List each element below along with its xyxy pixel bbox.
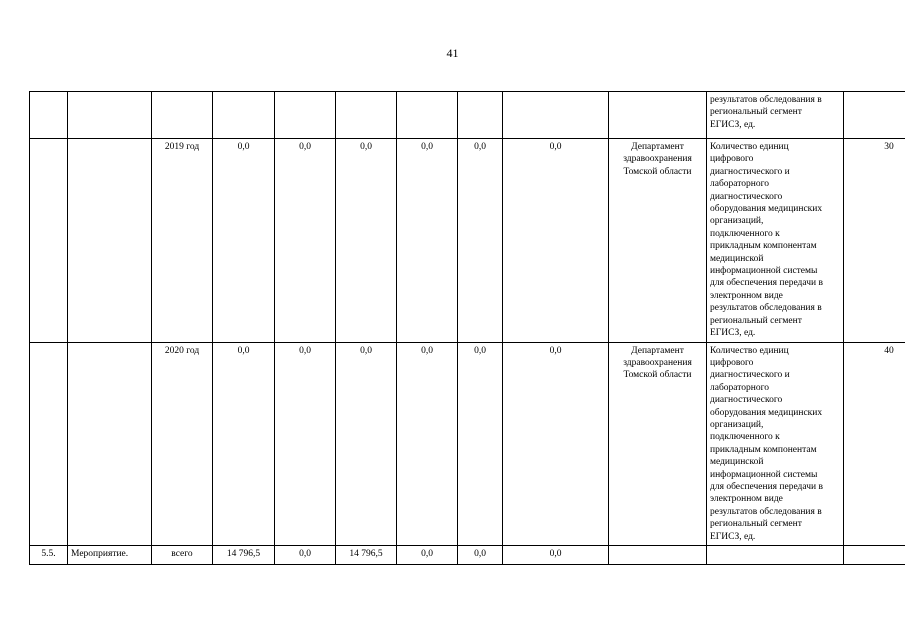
value-cell: 0,0 xyxy=(503,546,609,565)
row-number-cell xyxy=(30,342,68,546)
value-cell: 0,0 xyxy=(275,546,336,565)
row-number-cell: 5.5. xyxy=(30,546,68,565)
measure-name-cell xyxy=(68,342,152,546)
period-cell: 2020 год xyxy=(152,342,213,546)
value-cell xyxy=(503,92,609,139)
period-cell xyxy=(152,92,213,139)
value-cell: 0,0 xyxy=(458,342,503,546)
table-row xyxy=(30,342,905,546)
value-cell: 0,0 xyxy=(213,139,275,343)
target-value-cell xyxy=(844,92,905,139)
measure-name-cell xyxy=(68,139,152,343)
value-cell: 0,0 xyxy=(458,139,503,343)
value-cell: 0,0 xyxy=(503,342,609,546)
period-cell: всего xyxy=(152,546,213,565)
value-cell: 0,0 xyxy=(213,342,275,546)
value-cell xyxy=(458,92,503,139)
table-row xyxy=(30,139,905,343)
measure-name-cell xyxy=(68,92,152,139)
page-number: 41 xyxy=(446,46,459,60)
measures-table xyxy=(29,91,905,565)
value-cell: 0,0 xyxy=(397,139,458,343)
executor-cell xyxy=(609,546,707,565)
row-number-cell xyxy=(30,139,68,343)
value-cell: 0,0 xyxy=(275,342,336,546)
value-cell: 0,0 xyxy=(397,546,458,565)
value-cell: 0,0 xyxy=(275,139,336,343)
indicator-cell xyxy=(707,546,844,565)
period-cell: 2019 год xyxy=(152,139,213,343)
value-cell: 0,0 xyxy=(397,342,458,546)
executor-cell xyxy=(609,92,707,139)
measure-name-cell: Мероприятие. xyxy=(68,546,152,565)
value-cell: 0,0 xyxy=(336,139,397,343)
target-value-cell: 30 xyxy=(844,139,905,343)
executor-cell: Департамент здравоохранения Томской области xyxy=(609,139,707,343)
table-row xyxy=(30,92,905,139)
value-cell xyxy=(275,92,336,139)
executor-cell: Департамент здравоохранения Томской области xyxy=(609,342,707,546)
value-cell: 0,0 xyxy=(503,139,609,343)
target-value-cell xyxy=(844,546,905,565)
indicator-cell: Количество единиц цифрового диагностического и лабораторного диагностического оборудования медицинских организаций, подключенного к прикладным компонентам медицинской информационной системы для обеспечения передачи в электронном виде результатов обследования в региональный сегмент ЕГИСЗ, ед. xyxy=(707,139,844,343)
value-cell: 0,0 xyxy=(458,546,503,565)
indicator-cell: Количество единиц цифрового диагностического и лабораторного диагностического оборудования медицинских организаций, подключенного к прикладным компонентам медицинской информационной системы для обеспечения передачи в электронном виде результатов обследования в региональный сегмент ЕГИСЗ, ед. xyxy=(707,342,844,546)
value-cell xyxy=(336,92,397,139)
table-row xyxy=(30,546,905,565)
value-cell: 14 796,5 xyxy=(336,546,397,565)
value-cell: 0,0 xyxy=(336,342,397,546)
row-number-cell xyxy=(30,92,68,139)
indicator-cell: результатов обследования в региональный сегмент ЕГИСЗ, ед. xyxy=(707,92,844,139)
target-value-cell: 40 xyxy=(844,342,905,546)
value-cell: 14 796,5 xyxy=(213,546,275,565)
value-cell xyxy=(213,92,275,139)
value-cell xyxy=(397,92,458,139)
